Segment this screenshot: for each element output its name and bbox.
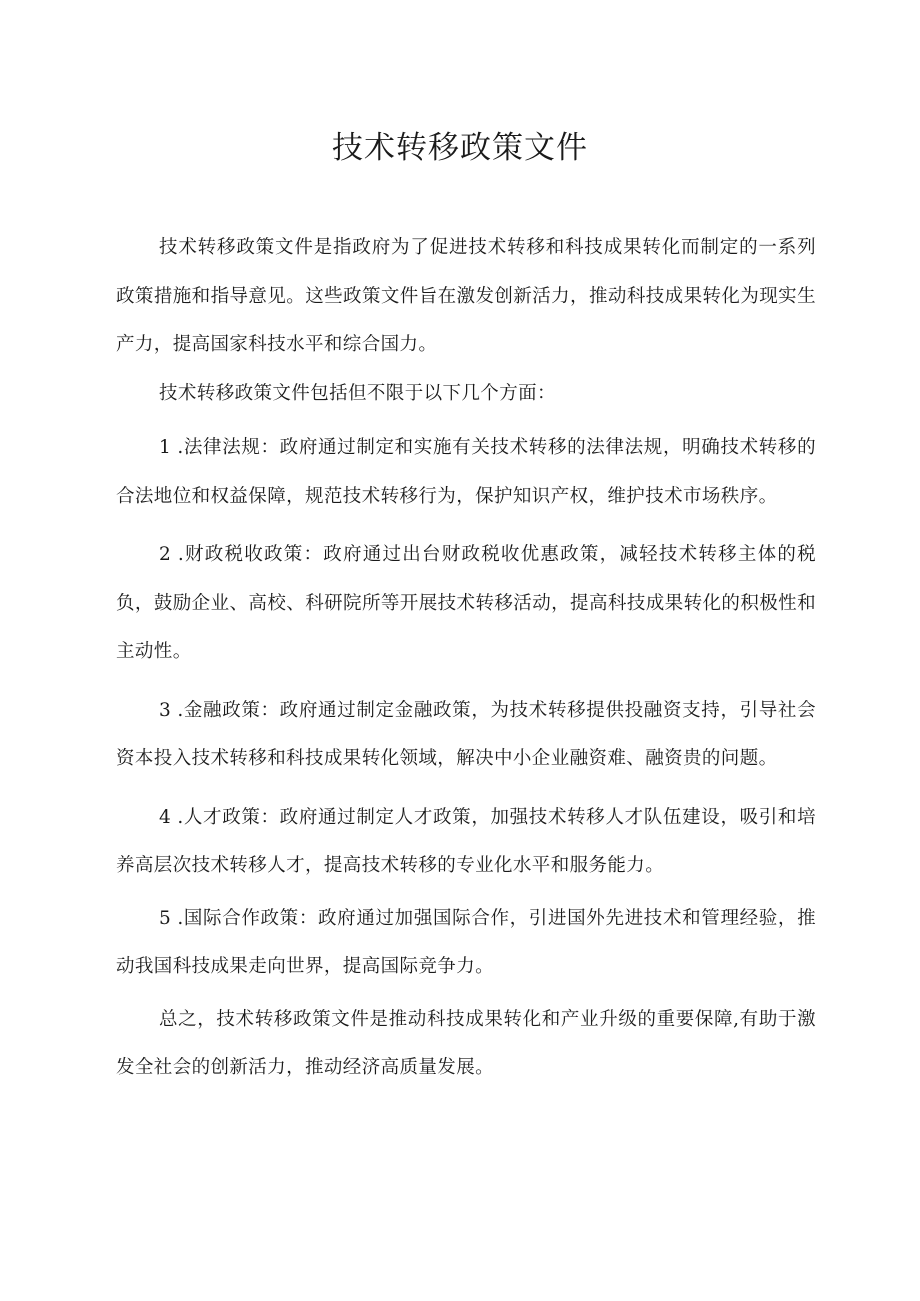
list-item (116, 424, 816, 521)
item-text: .财政税收政策：政府通过出台财政税收优惠政策，减轻技术转移主体的税负，鼓励企业、高校、科研院所等开展技术转移活动，提高科技成果转化的积极性和主动性。 (116, 544, 816, 662)
list-item (116, 531, 816, 677)
item-text: .法律法规：政府通过制定和实施有关技术转移的法律法规，明确技术转移的合法地位和权益保障，规范技术转移行为，保护知识产权，维护技术市场秩序。 (116, 437, 816, 507)
conclusion-paragraph: 总之，技术转移政策文件是推动科技成果转化和产业升级的重要保障,有助于激发全社会的创新活力，推动经济高质量发展。 (116, 1008, 816, 1078)
item-number: 3 (159, 699, 171, 721)
intro-paragraph: 技术转移政策文件是指政府为了促进技术转移和科技成果转化而制定的一系列政策措施和指导意见。这些政策文件旨在激发创新活力，推动科技成果转化为现实生产力，提高国家科技水平和综合国力。 (116, 237, 816, 355)
page-title: 技术转移政策文件 (332, 130, 588, 166)
item-text: .国际合作政策：政府通过加强国际合作，引进国外先进技术和管理经验，推动我国科技成果走向世界，提高国际竞争力。 (116, 907, 816, 977)
document-body (116, 224, 816, 1093)
list-item (116, 687, 816, 784)
item-number: 2 (159, 544, 171, 565)
lead-paragraph: 技术转移政策文件包括但不限于以下几个方面： (159, 382, 556, 404)
item-number: 5 (159, 907, 171, 929)
item-number: 4 (159, 806, 171, 828)
item-text: .人才政策：政府通过制定人才政策，加强技术转移人才队伍建设，吸引和培养高层次技术转移人才，提高技术转移的专业化水平和服务能力。 (116, 806, 816, 876)
list-item (116, 895, 816, 992)
list-item (116, 794, 816, 891)
item-text: .金融政策：政府通过制定金融政策，为技术转移提供投融资支持，引导社会资本投入技术转移和科技成果转化领域，解决中小企业融资难、融资贵的问题。 (116, 699, 816, 769)
item-number: 1 (159, 437, 171, 458)
